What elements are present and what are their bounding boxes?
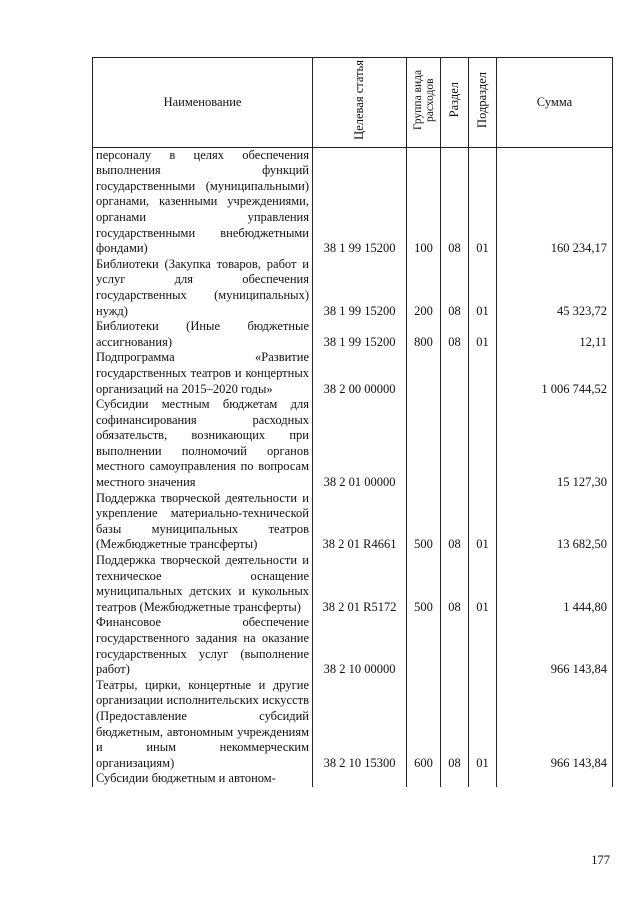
- row-sum: 1 444,80: [497, 553, 613, 615]
- row-name: Библиотеки (Иные бюджетные ассигнования): [93, 319, 313, 350]
- table-row: [93, 319, 613, 350]
- row-expense-group: 200: [407, 257, 441, 319]
- row-section: [441, 771, 469, 787]
- row-name: Театры, цирки, концертные и другие организации исполнительских искусств (Предоставление субсидий бюджетным, автономным учреждениям и иным некоммерческим организациям): [93, 678, 313, 772]
- table-row: [93, 678, 613, 772]
- row-expense-group: [407, 771, 441, 787]
- row-expense-group: 500: [407, 553, 441, 615]
- row-target-article: 38 2 10 15300: [313, 678, 407, 772]
- table-header-row: [93, 58, 613, 148]
- row-name: Субсидии местным бюджетам для софинансирования расходных обязательств, возникающих при выполнении полномочий органов местного самоуправления по вопросам местного значения: [93, 397, 313, 491]
- row-sum: 45 323,72: [497, 257, 613, 319]
- row-name: Субсидии бюджетным и автоном-: [93, 771, 313, 787]
- row-sum: 1 006 744,52: [497, 350, 613, 397]
- row-expense-group: [407, 397, 441, 491]
- row-name: Финансовое обеспечение государственного задания на оказание государственных услуг (выполнение работ): [93, 615, 313, 677]
- row-subsection: [469, 771, 497, 787]
- budget-table: [92, 57, 613, 787]
- row-subsection: 01: [469, 678, 497, 772]
- row-section: 08: [441, 319, 469, 350]
- row-name: Поддержка творческой деятельности и укрепление материально-технической базы муниципальных театров (Межбюджетные трансферты): [93, 491, 313, 553]
- row-expense-group: 800: [407, 319, 441, 350]
- row-section: [441, 397, 469, 491]
- header-expense-group: Группа вида расходов: [407, 58, 441, 148]
- row-name: Поддержка творческой деятельности и техническое оснащение муниципальных детских и кукольных театров (Межбюджетные трансферты): [93, 553, 313, 615]
- row-expense-group: [407, 615, 441, 677]
- row-section: 08: [441, 491, 469, 553]
- table-row: [93, 397, 613, 491]
- row-subsection: 01: [469, 491, 497, 553]
- row-sum: 13 682,50: [497, 491, 613, 553]
- row-target-article: 38 2 00 00000: [313, 350, 407, 397]
- row-expense-group: [407, 350, 441, 397]
- row-subsection: 01: [469, 319, 497, 350]
- row-expense-group: 500: [407, 491, 441, 553]
- row-subsection: [469, 350, 497, 397]
- row-section: [441, 615, 469, 677]
- row-name: Подпрограмма «Развитие государственных театров и концертных организаций на 2015–2020 годы»: [93, 350, 313, 397]
- row-target-article: 38 2 01 R5172: [313, 553, 407, 615]
- row-sum: 12,11: [497, 319, 613, 350]
- row-target-article: 38 2 01 R4661: [313, 491, 407, 553]
- table-row: [93, 257, 613, 319]
- row-section: 08: [441, 553, 469, 615]
- row-name: Библиотеки (Закупка товаров, работ и услуг для обеспечения государственных (муниципальных) нужд): [93, 257, 313, 319]
- row-subsection: 01: [469, 553, 497, 615]
- row-target-article: 38 2 01 00000: [313, 397, 407, 491]
- row-subsection: [469, 615, 497, 677]
- header-name: Наименование: [93, 58, 313, 148]
- row-expense-group: 600: [407, 678, 441, 772]
- row-sum: 160 234,17: [497, 147, 613, 257]
- header-target-article: Целевая статья: [313, 58, 407, 148]
- row-subsection: 01: [469, 147, 497, 257]
- row-sum: [497, 771, 613, 787]
- row-section: 08: [441, 678, 469, 772]
- table-row: [93, 615, 613, 677]
- row-subsection: 01: [469, 257, 497, 319]
- row-target-article: 38 1 99 15200: [313, 319, 407, 350]
- row-section: [441, 350, 469, 397]
- table-row: [93, 771, 613, 787]
- table-row: [93, 147, 613, 257]
- row-target-article: 38 2 10 00000: [313, 615, 407, 677]
- table-row: [93, 553, 613, 615]
- header-subsection: Подраздел: [469, 58, 497, 148]
- row-sum: 966 143,84: [497, 615, 613, 677]
- row-section: 08: [441, 147, 469, 257]
- page-number: 177: [591, 853, 610, 867]
- row-sum: 15 127,30: [497, 397, 613, 491]
- row-section: 08: [441, 257, 469, 319]
- row-target-article: 38 1 99 15200: [313, 257, 407, 319]
- row-target-article: [313, 771, 407, 787]
- row-target-article: 38 1 99 15200: [313, 147, 407, 257]
- row-expense-group: 100: [407, 147, 441, 257]
- row-sum: 966 143,84: [497, 678, 613, 772]
- header-section: Раздел: [441, 58, 469, 148]
- row-subsection: [469, 397, 497, 491]
- table-row: [93, 350, 613, 397]
- table-row: [93, 491, 613, 553]
- header-sum: Сумма: [497, 58, 613, 148]
- row-name: персоналу в целях обеспечения выполнения функций государственными (муниципальными) органами, казенными учреждениями, органами управления государственными внебюджетными фондами): [93, 147, 313, 257]
